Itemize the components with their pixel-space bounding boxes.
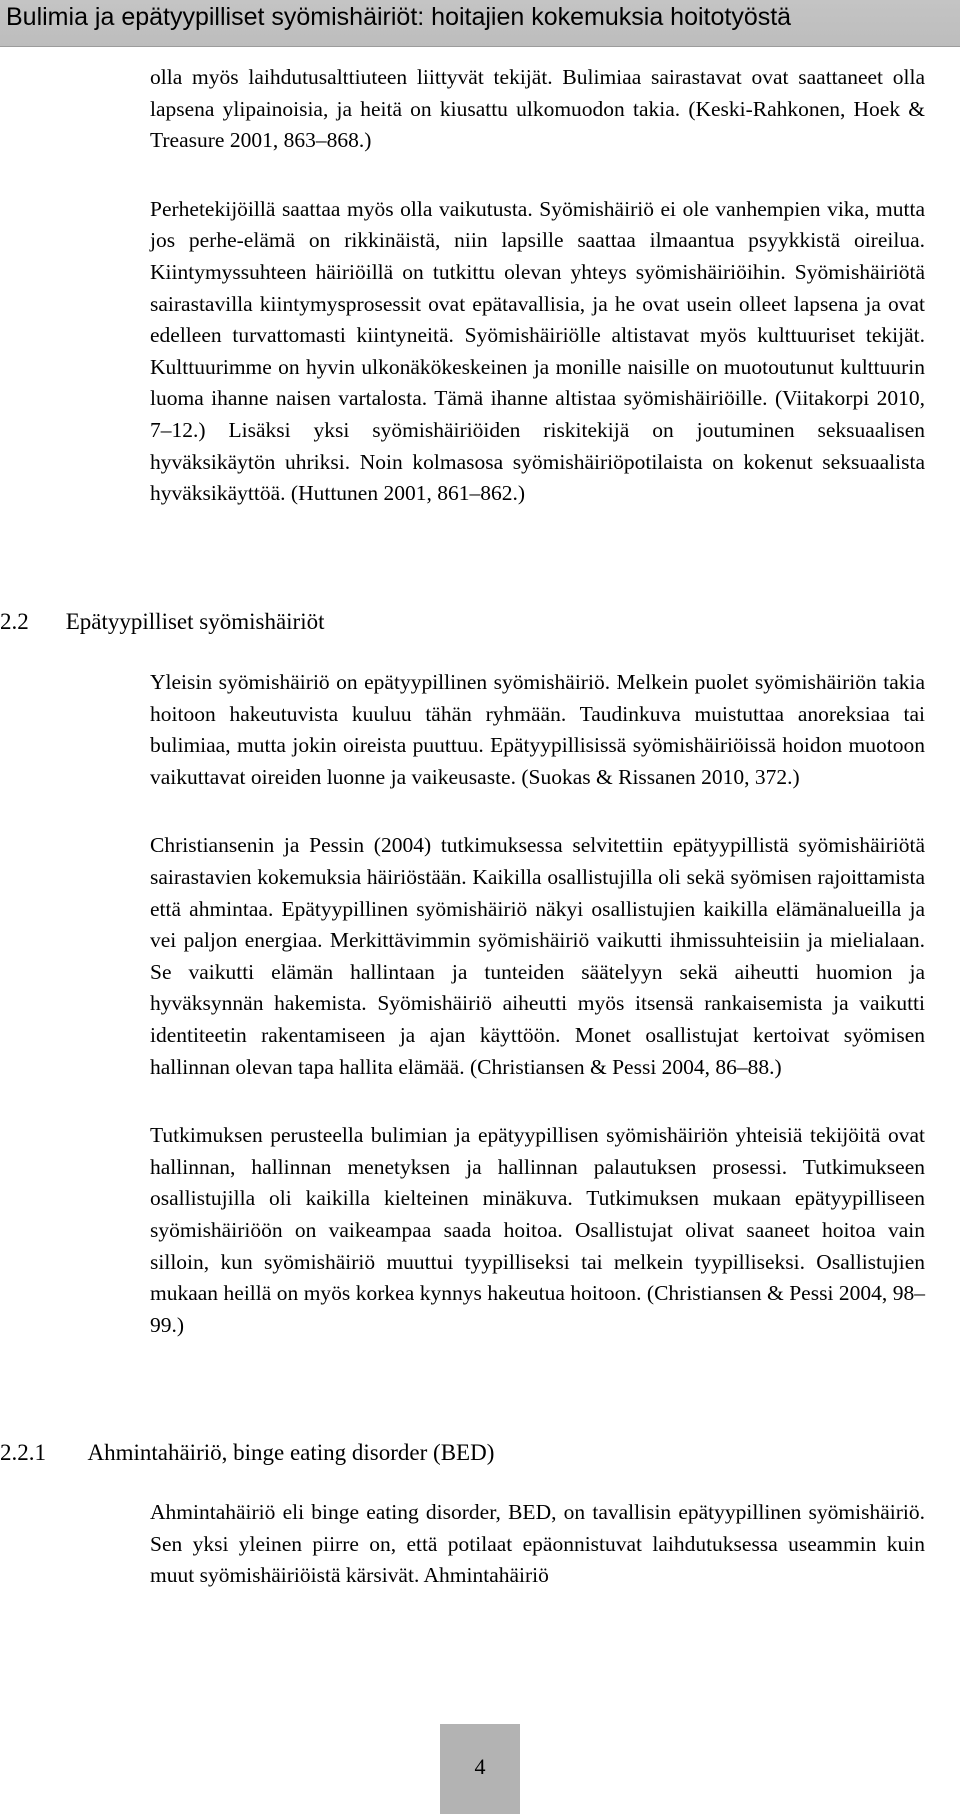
section-title: Epätyypilliset syömishäiriöt	[65, 609, 325, 634]
subsection-title: Ahmintahäiriö, binge eating disorder (BED)	[87, 1440, 495, 1465]
page-body	[150, 62, 925, 510]
page-number: 4	[474, 1754, 486, 1779]
section-heading-2-2	[0, 607, 324, 637]
section-heading-2-2-1	[0, 1438, 494, 1468]
section-number: 2.2	[0, 609, 29, 634]
section-2-2-body	[150, 667, 925, 1341]
subsection-number: 2.2.1	[0, 1440, 46, 1465]
paragraph-family-factors: Perhetekijöillä saattaa myös olla vaikutusta. Syömishäiriö ei ole vanhempien vika, mutta jos perhe-elämä on rikkinäistä, niin lapsille saattaa ilmaantua psyykkistä oireilua. Kiintymyssuhteen häiriöillä on tutkittu olevan yhteys syömishäiriöihin. Syömishäiriötä sairastavilla kiintymysprosessit ovat epätavallisia, ja he ovat usein olleet lapsena ja ovat edelleen turvattomasti kiintyneitä. Syömishäiriölle altistavat myös kulttuuriset tekijät. Kulttuurimme on hyvin ulkonäkökeskeinen ja monille naisille on muotoutunut kulttuurin luoma ihanne naisen vartalosta. Tämä ihanne altistaa syömishäiriöille. (Viitakorpi 2010, 7–12.) Lisäksi yksi syömishäiriöiden riskitekijä on joutuminen seksuaalisen hyväksikäytön uhriksi. Noin kolmasosa syömishäiriöpotilaista on kokenut seksuaalista hyväksikäyttöä. (Huttunen 2001, 861–862.)	[150, 196, 925, 506]
header-title: Bulimia ja epätyypilliset syömishäiriöt: hoitajien kokemuksia hoitotyöstä	[6, 3, 792, 31]
running-header	[0, 0, 960, 47]
paragraph-atypical-overview: Yleisin syömishäiriö on epätyypillinen syömishäiriö. Melkein puolet syömishäiriön takia hoitoon hakeutuvista kuuluu tähän ryhmään. Taudinkuva muistuttaa anoreksiaa tai bulimiaa, mutta jokin oireista puuttuu. Epätyypillisissä syömishäiriöissä hoidon muotoon vaikuttavat oireiden luonne ja vaikeusaste. (Suokas & Rissanen 2010, 372.)	[150, 670, 925, 789]
paragraph-christiansen-study: Christiansenin ja Pessin (2004) tutkimuksessa selvitettiin epätyypillistä syömishäiriötä sairastavien kokemuksia häiriöstään. Kaikilla osallistujilla oli sekä syömisen rajoittamista että ahmintaa. Epätyypillinen syömishäiriö näkyi osallistujien kaikilla elämänalueilla ja vei paljon energiaa. Merkittävimmin syömishäiriö vaikutti ihmissuhteisiin ja mielialaan. Se vaikutti elämän hallintaan ja tunteiden säätelyyn sekä aiheutti huomion ja hyväksynnän hakemista. Syömishäiriö aiheutti myös itsensä rankaisemista ja vaikutti identiteetin rakentamiseen ja ajan käyttöön. Monet osallistujat kertoivat syömisen hallinnan olevan tapa hallita elämää. (Christiansen & Pessi 2004, 86–88.)	[150, 833, 925, 1079]
paragraph-intro: olla myös laihdutusalttiuteen liittyvät tekijät. Bulimiaa sairastavat ovat saattaneet olla lapsena ylipainoisia, ja heitä on kiusattu ulkomuodon takia. (Keski-Rahkonen, Hoek & Treasure 2001, 863–868.)	[150, 65, 925, 153]
paragraph-study-findings: Tutkimuksen perusteella bulimian ja epätyypillisen syömishäiriön yhteisiä tekijöitä ovat hallinnan, hallinnan menetyksen ja hallinnan palautuksen prosessi. Tutkimukseen osallistujilla oli kaikilla kielteinen minäkuva. Tutkimuksen mukaan epätyypilliseen syömishäiriöön on vaikeampaa saada hoitoa. Osallistujat olivat saaneet hoitoa vain silloin, kun syömishäiriö muuttui tyypilliseksi tai melkein tyypilliseksi. Osallistujien mukaan heillä on myös korkea kynnys hakeutua hoitoon. (Christiansen & Pessi 2004, 98–99.)	[150, 1123, 925, 1337]
section-2-2-1-body	[150, 1497, 925, 1592]
paragraph-bed-intro: Ahmintahäiriö eli binge eating disorder, BED, on tavallisin epätyypillinen syömishäiriö. Sen yksi yleinen piirre on, että potilaat epäonnistuvat laihdutuksessa useammin kuin muut syömishäiriöistä kärsivät. Ahmintahäiriö	[150, 1500, 925, 1588]
page-number-box	[440, 1724, 520, 1814]
